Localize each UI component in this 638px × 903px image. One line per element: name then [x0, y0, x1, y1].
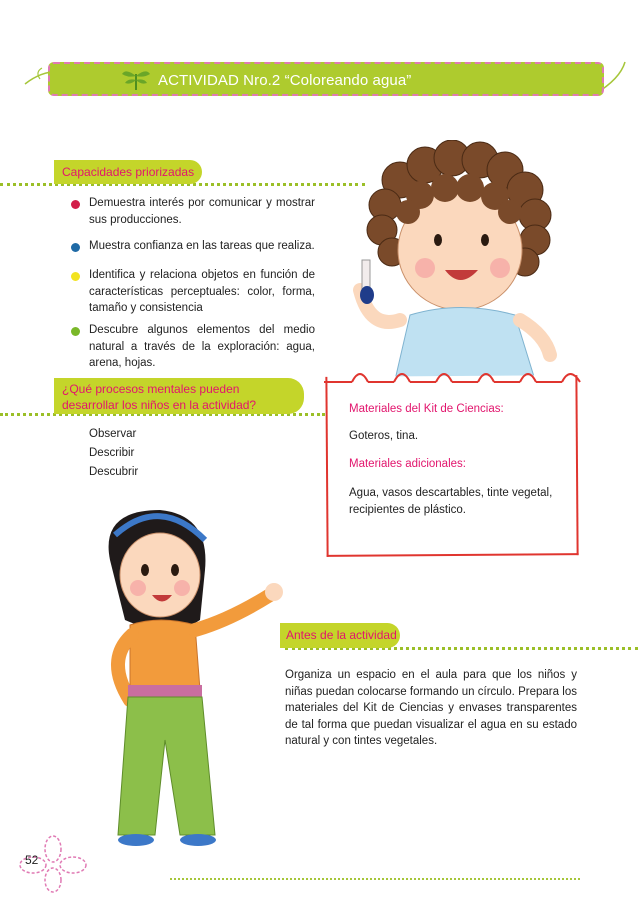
- list-item: Identifica y relaciona objetos en función de características perceptuales: color, forma, tamaño y consistencia: [89, 269, 315, 314]
- leaf-icon: [120, 66, 152, 92]
- materials-kit-text: Goteros, tina.: [349, 430, 419, 442]
- bullet-green: [71, 327, 80, 336]
- section-heading: Capacidades priorizadas: [62, 165, 195, 179]
- list-item: Observar: [89, 428, 137, 440]
- antes-paragraph: Organiza un espacio en el aula para que los niños y niñas puedan colocarse formando un círculo. Prepara los materiales del Kit de Ciencias y envases transparentes de tal forma que puedan visualizar el agua en su estado natural y con tintes vegetales.: [285, 669, 577, 747]
- list-item: Describir: [89, 447, 135, 459]
- list-item: Descubre algunos elementos del medio natural a través de la exploración: agua, arena, hojas.: [89, 324, 315, 369]
- section-heading: Antes de la actividad: [286, 628, 397, 642]
- bullet-blue: [71, 243, 80, 252]
- activity-title: ACTIVIDAD Nro.2 “Coloreando agua”: [158, 72, 412, 89]
- list-item: Muestra confianza en las tareas que realiza.: [89, 240, 315, 252]
- note-scallop-edge: [322, 366, 584, 386]
- materials-additional-heading: Materiales adicionales:: [349, 458, 466, 470]
- bullet-red: [71, 200, 80, 209]
- materials-kit-heading: Materiales del Kit de Ciencias:: [349, 403, 504, 415]
- materials-additional-text: Agua, vasos descartables, tinte vegetal, recipientes de plástico.: [349, 487, 553, 516]
- bullet-yellow: [71, 272, 80, 281]
- list-item: Descubrir: [89, 466, 139, 478]
- section-heading: ¿Qué procesos mentales pueden desarrollar los niños en la actividad?: [62, 382, 257, 412]
- girl-curly-hair-illustration: [340, 140, 590, 380]
- dotted-vine: [170, 878, 580, 880]
- page-number: 52: [25, 853, 39, 867]
- list-item: Demuestra interés por comunicar y mostrar sus producciones.: [89, 197, 315, 226]
- girl-dark-hair-illustration: [70, 500, 290, 860]
